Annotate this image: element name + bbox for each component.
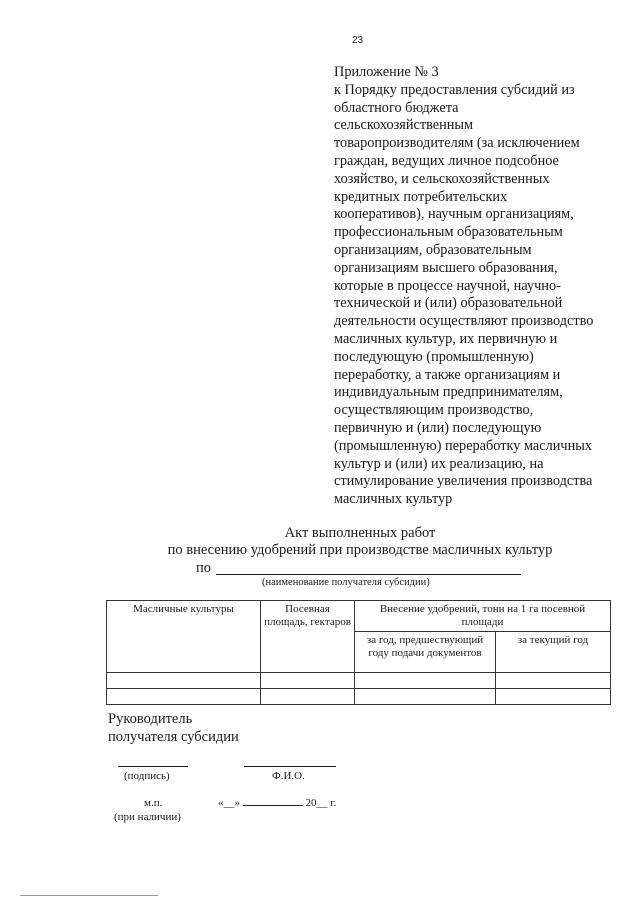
manager-line: получателя субсидии xyxy=(108,729,239,745)
page-number: 23 xyxy=(352,35,364,46)
fio-caption: Ф.И.О. xyxy=(272,770,305,782)
act-subtitle: по внесению удобрений при производстве масличных культур xyxy=(167,542,553,558)
header-sown-area: Посевная площадь, гектаров xyxy=(261,601,355,673)
stamp-note: (при наличии) xyxy=(114,811,181,823)
appendix-line: переработку, а также организациям и xyxy=(334,366,561,383)
appendix-line: последующую (промышленную) xyxy=(334,348,534,365)
header-crops: Масличные культуры xyxy=(107,601,261,673)
appendix-line: технической и (или) образовательной xyxy=(334,295,563,312)
appendix-line: осуществляющим производство, xyxy=(334,402,534,419)
header-previous-year: за год, предшествующий году подачи документов xyxy=(355,632,496,673)
appendix-line: которые в процессе научной, научно- xyxy=(334,277,561,294)
table-cell xyxy=(107,673,261,689)
appendix-line: к Порядку предоставления субсидий из xyxy=(334,81,575,98)
header-current-year: за текущий год xyxy=(496,632,611,673)
stamp-label: м.п. xyxy=(144,797,163,809)
appendix-line: хозяйство, и сельскохозяйственных xyxy=(334,170,550,187)
signature-caption: (подпись) xyxy=(124,770,170,782)
works-table xyxy=(106,600,611,705)
appendix-line: культур и (или) их реализацию, на xyxy=(334,455,544,472)
recipient-caption: (наименование получателя субсидии) xyxy=(262,577,430,588)
po-label: по xyxy=(196,560,212,576)
recipient-name-line xyxy=(216,574,521,575)
appendix-line: организациям высшего образования, xyxy=(334,259,558,276)
manager-line: Руководитель xyxy=(108,711,193,727)
table-cell xyxy=(496,673,611,689)
appendix-line: граждан, ведущих личное подсобное xyxy=(334,152,559,169)
table-cell xyxy=(261,689,355,705)
appendix-line: первичную и (или) последующую xyxy=(334,419,542,436)
appendix-line: масличных культур, их первичную и xyxy=(334,330,558,347)
appendix-line: профессиональным образовательным xyxy=(334,224,563,241)
appendix-heading xyxy=(334,64,634,509)
table-cell xyxy=(107,689,261,705)
date-month-line xyxy=(243,805,303,806)
appendix-line: стимулирование увеличения производства xyxy=(334,473,593,490)
manager-label xyxy=(108,710,239,746)
table-row xyxy=(107,673,611,689)
appendix-line: деятельности осуществляют производство xyxy=(334,313,594,330)
date-day-month: «__» xyxy=(218,797,240,809)
fio-line xyxy=(244,766,336,767)
appendix-line: индивидуальным предпринимателям, xyxy=(334,384,563,401)
appendix-line: сельскохозяйственным xyxy=(334,117,474,134)
appendix-line: организациям, образовательным xyxy=(334,241,532,258)
header-fertilizer: Внесение удобрений, тонн на 1 га посевной площади xyxy=(355,601,611,632)
table-cell xyxy=(261,673,355,689)
table-cell xyxy=(355,689,496,705)
appendix-line: кредитных потребительских xyxy=(334,188,508,205)
appendix-line: товаропроизводителям (за исключением xyxy=(334,135,580,152)
date-year: 20__ г. xyxy=(305,797,337,809)
table-row xyxy=(107,689,611,705)
scan-edge-line xyxy=(20,895,158,896)
appendix-line: областного бюджета xyxy=(334,99,459,116)
appendix-line: кооперативов), научным организациям, xyxy=(334,206,574,223)
date-field xyxy=(218,797,336,809)
table-cell xyxy=(355,673,496,689)
table-cell xyxy=(496,689,611,705)
appendix-line: (промышленную) переработку масличных xyxy=(334,437,592,454)
appendix-line: Приложение № 3 xyxy=(334,64,439,80)
appendix-line: масличных культур xyxy=(334,491,453,508)
signature-line xyxy=(118,766,188,767)
act-title: Акт выполненных работ xyxy=(284,525,436,541)
